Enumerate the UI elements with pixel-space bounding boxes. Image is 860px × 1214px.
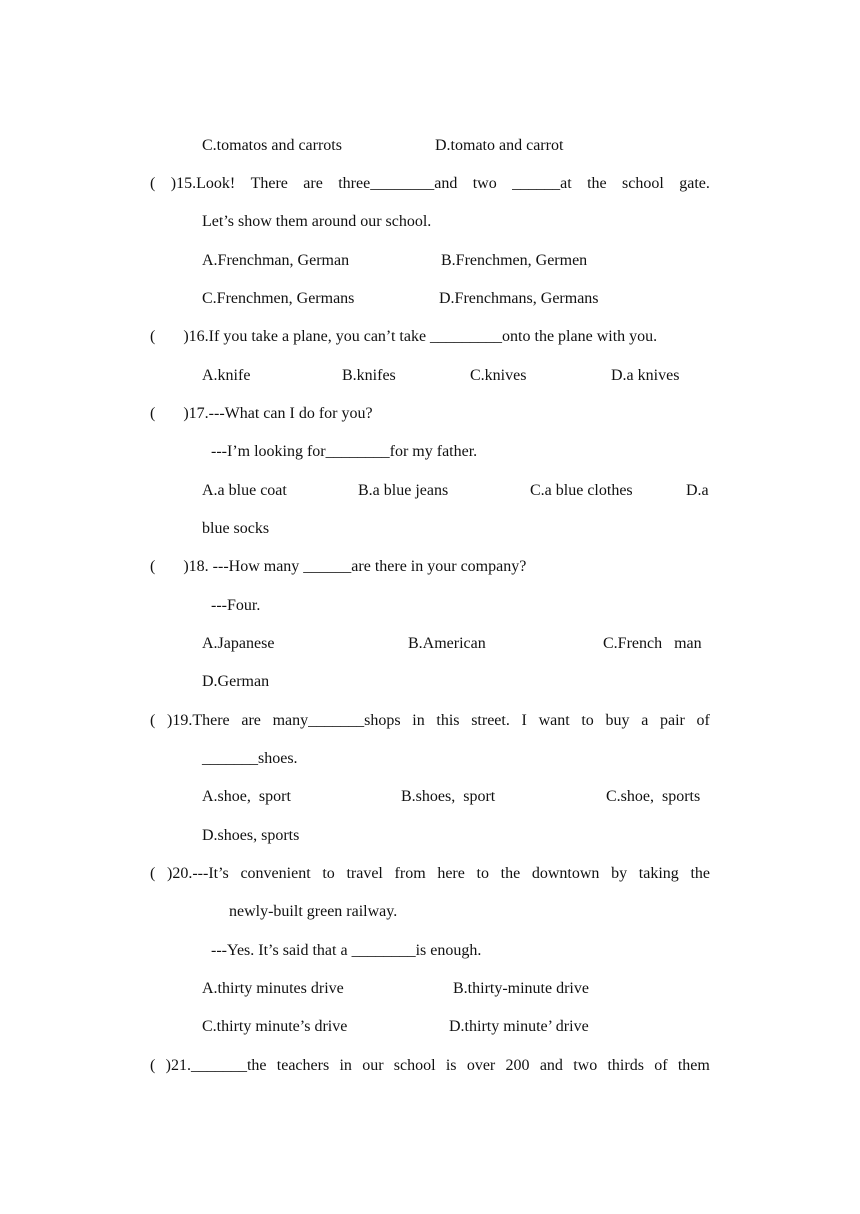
- q17-option-b: B.a blue jeans: [358, 482, 449, 499]
- q21-word: them: [677, 1057, 710, 1074]
- q15-word: ______at: [512, 175, 572, 192]
- q15-stem: [150, 174, 710, 194]
- q20-word: here: [437, 865, 465, 882]
- q20-stem-line3: ---Yes. It’s said that a ________is enough.: [211, 942, 482, 959]
- q20-word: the: [690, 865, 710, 882]
- q16-stem: ( )16.If you take a plane, you can’t take _________onto the plane with you.: [150, 328, 658, 345]
- q19-word: )19.There: [167, 712, 230, 729]
- q19-option-a: A.shoe, sport: [202, 788, 291, 805]
- q17-stem: ( )17.---What can I do for you?: [150, 405, 373, 422]
- q19-stem: [150, 711, 710, 731]
- q14-option-d: D.tomato and carrot: [435, 137, 564, 154]
- q18-stem: ( )18. ---How many ______are there in your company?: [150, 558, 527, 575]
- q19-option-c: C.shoe, sports: [606, 788, 701, 805]
- q21-word: over: [466, 1057, 496, 1074]
- q18-option-a: A.Japanese: [202, 635, 275, 652]
- q15-option-c: C.Frenchmen, Germans: [202, 290, 355, 307]
- q19-word: I: [521, 712, 527, 729]
- q15-stem-line2: Let’s show them around our school.: [202, 213, 432, 230]
- q19-word: buy: [605, 712, 630, 729]
- q15-word: two: [472, 175, 497, 192]
- q15-word: gate.: [679, 175, 710, 192]
- q21-word: teachers: [276, 1057, 330, 1074]
- q21-word: of: [654, 1057, 668, 1074]
- q19-word: this: [436, 712, 460, 729]
- q20-word: travel: [346, 865, 383, 882]
- q16-option-a: A.knife: [202, 367, 251, 384]
- q21-word: thirds: [607, 1057, 644, 1074]
- q16-option-d: D.a knives: [611, 367, 680, 384]
- q15-word: school: [622, 175, 664, 192]
- q21-word: )21._______the: [165, 1057, 267, 1074]
- q20-stem-line2: newly-built green railway.: [229, 903, 398, 920]
- q20-word: taking: [638, 865, 679, 882]
- q15-word: There: [250, 175, 288, 192]
- q19-word: street.: [471, 712, 510, 729]
- q20-word: downtown: [531, 865, 600, 882]
- q19-word: are: [241, 712, 261, 729]
- q15-word: three________and: [338, 175, 458, 192]
- q18-option-b: B.American: [408, 635, 486, 652]
- q19-word: pair: [659, 712, 685, 729]
- q15-word: are: [303, 175, 323, 192]
- q20-option-b: B.thirty-minute drive: [453, 980, 589, 997]
- q17-option-d-continued: blue socks: [202, 520, 270, 537]
- q20-option-d: D.thirty minute’ drive: [449, 1018, 589, 1035]
- q19-word: many_______shops: [272, 712, 401, 729]
- q19-word: a: [641, 712, 649, 729]
- q17-option-a: A.a blue coat: [202, 482, 287, 499]
- q19-word: of: [696, 712, 710, 729]
- q21-word: our: [362, 1057, 384, 1074]
- q20-option-c: C.thirty minute’s drive: [202, 1018, 348, 1035]
- q15-word: )15.Look!: [170, 175, 236, 192]
- q20-stem: [150, 864, 710, 884]
- q19-answer-bracket: (: [150, 712, 156, 729]
- q19-option-b: B.shoes, sport: [401, 788, 496, 805]
- q19-word: want: [538, 712, 570, 729]
- q20-word: )20.---It’s: [167, 865, 229, 882]
- q14-option-c: C.tomatos and carrots: [202, 137, 342, 154]
- q20-word: to: [322, 865, 335, 882]
- q16-option-c: C.knives: [470, 367, 527, 384]
- q20-word: by: [611, 865, 628, 882]
- q21-word: 200: [505, 1057, 530, 1074]
- q18-option-c: C.French man: [603, 635, 702, 652]
- q18-stem-line2: ---Four.: [211, 597, 261, 614]
- q21-word: is: [445, 1057, 457, 1074]
- q20-option-a: A.thirty minutes drive: [202, 980, 344, 997]
- q21-stem: [150, 1056, 710, 1076]
- q20-word: the: [500, 865, 521, 882]
- q15-answer-bracket: (: [150, 175, 156, 192]
- q21-word: in: [339, 1057, 352, 1074]
- q21-answer-bracket: (: [150, 1057, 156, 1074]
- q17-stem-line2: ---I’m looking for________for my father.: [211, 443, 478, 460]
- q19-word: in: [412, 712, 425, 729]
- q18-option-d: D.German: [202, 673, 270, 690]
- q20-answer-bracket: (: [150, 865, 156, 882]
- q17-option-c: C.a blue clothes: [530, 482, 633, 499]
- q19-stem-line2: _______shoes.: [202, 750, 298, 767]
- q20-word: to: [476, 865, 489, 882]
- q16-option-b: B.knifes: [342, 367, 396, 384]
- q15-option-a: A.Frenchman, German: [202, 252, 350, 269]
- q21-word: school: [393, 1057, 436, 1074]
- q20-word: convenient: [240, 865, 311, 882]
- q20-word: from: [394, 865, 426, 882]
- q15-option-d: D.Frenchmans, Germans: [439, 290, 599, 307]
- q19-word: to: [581, 712, 594, 729]
- q15-word: the: [587, 175, 607, 192]
- q19-option-d: D.shoes, sports: [202, 827, 300, 844]
- q21-word: and: [539, 1057, 563, 1074]
- q15-option-b: B.Frenchmen, Germen: [441, 252, 588, 269]
- q17-option-d: D.a: [686, 482, 709, 499]
- q21-word: two: [573, 1057, 598, 1074]
